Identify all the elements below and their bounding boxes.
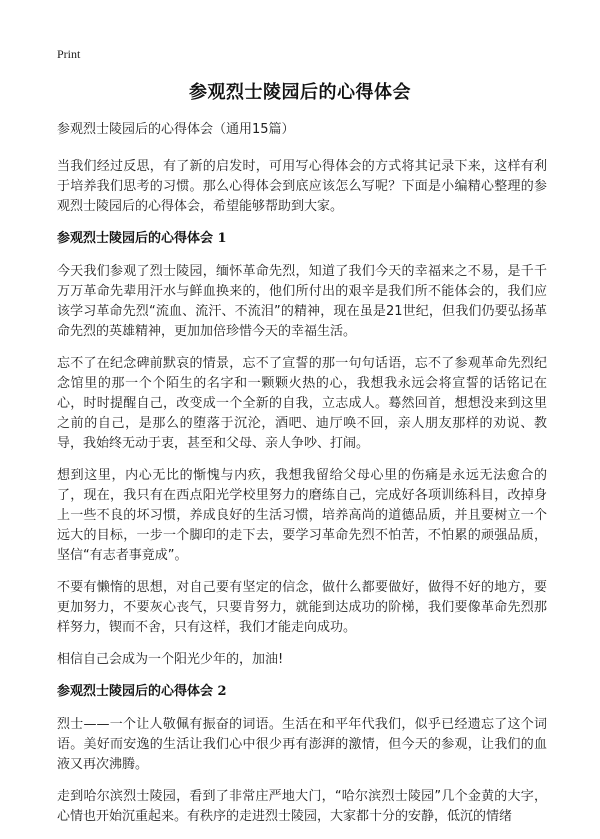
section2-paragraph: 走到哈尔滨烈士陵园，看到了非常庄严地大门，“哈尔滨烈士陵园”几个金黄的大字，心情也开始沉重起来。有秩序的走进烈士陵园，大家都十分的安静，低沉的情绪 — [57, 789, 547, 824]
section1-paragraph: 今天我们参观了烈士陵园，缅怀革命先烈，知道了我们今天的幸福来之不易，是千千万万革命先辈用汗水与鲜血换来的，他们所付出的艰辛是我们所不能体会的，我们应该学习革命先烈“流血、流汗、不流泪”的精神，现在虽是21世纪，但我们仍要弘扬革命先烈的英雄精神，更加加倍珍惜今天的幸福生活。 — [57, 264, 547, 339]
section-heading-2: 参观烈士陵园后的心得体会 2 — [57, 684, 227, 699]
page-title: 参观烈士陵园后的心得体会 — [189, 82, 411, 103]
section1-paragraph: 想到这里，内心无比的惭愧与内疚，我想我留给父母心里的伤痛是永远无法愈合的了，现在，我只有在西点阳光学校里努力的磨练自己，完成好各项训练科目，改掉身上一些不良的坏习惯，养成良好的生活习惯，培养高尚的道德品质，并且要树立一个远大的目标，一步一个脚印的走下去，要学习革命先烈不怕苦，不怕累的顽强品质，坚信“有志者事竟成”。 — [57, 468, 547, 563]
section1-paragraph: 相信自己会成为一个阳光少年的，加油! — [57, 652, 284, 667]
print-link[interactable]: Print — [57, 47, 81, 61]
section1-paragraph: 忘不了在纪念碑前默哀的情景，忘不了宣誓的那一句句话语，忘不了参观革命先烈纪念馆里的那一个个陌生的名字和一颗颗火热的心，我想我永远会将宣誓的话铭记在心，时时提醒自己，改变成一个全新的自我，立志成人。蓦然回首，想想没来到这里之前的自己，是那么的堕落于沉沦，酒吧、迪厅唤不回，亲人朋友那样的劝说、教导，我始终无动于衷，甚至和父母、亲人争吵、打闹。 — [57, 356, 547, 451]
section-heading-1: 参观烈士陵园后的心得体会 1 — [57, 231, 227, 246]
section1-paragraph: 不要有懒惰的思想，对自己要有坚定的信念，做什么都要做好，做得不好的地方，要更加努力，不要灰心丧气，只要肯努力，就能到达成功的阶梯，我们要像革命先烈那样努力，锲而不舍，只有这样，我们才能走向成功。 — [57, 580, 547, 635]
document-subtitle: 参观烈士陵园后的心得体会（通用15篇） — [57, 122, 295, 137]
section2-paragraph: 烈士——一个让人敬佩有振奋的词语。生活在和平年代我们，似乎已经遗忘了这个词语。美好而安逸的生活让我们心中很少再有澎湃的激情，但今天的参观，让我们的血液又再次沸腾。 — [57, 717, 547, 772]
intro-paragraph: 当我们经过反思，有了新的启发时，可用写心得体会的方式将其记录下来，这样有利于培养我们思考的习惯。那么心得体会到底应该怎么写呢？下面是小编精心整理的参观烈士陵园后的心得体会，希望能够帮助到大家。 — [57, 159, 547, 214]
document-body — [57, 120, 547, 839]
